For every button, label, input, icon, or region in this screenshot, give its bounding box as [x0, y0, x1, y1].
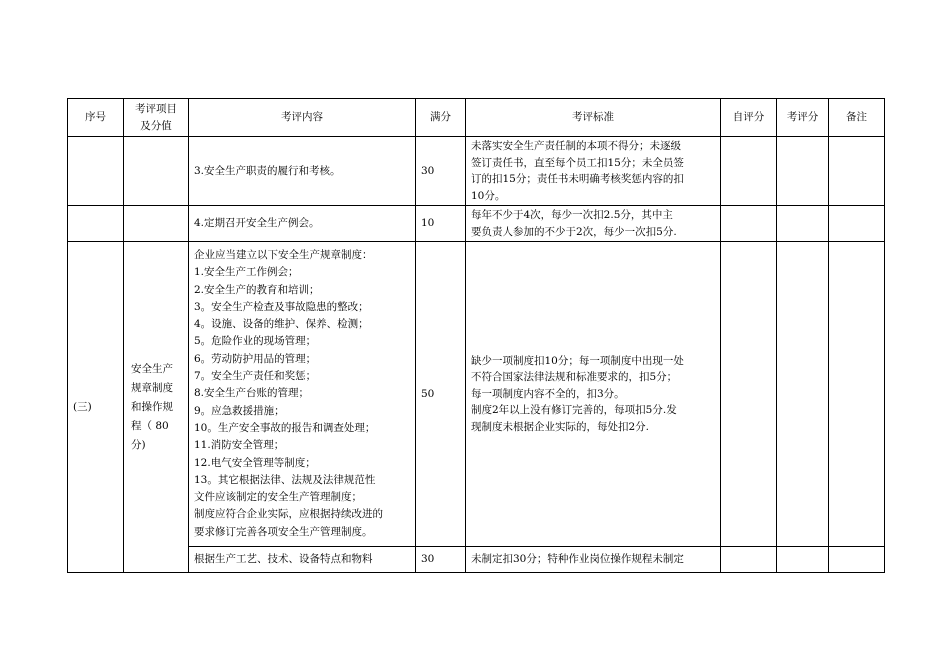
standard-cell: 未落实安全生产责任制的本项不得分；未逐级 签订责任书，直至每个员工扣15分；未全员签 订的扣15分；责任书未明确考核奖惩内容的扣 10分。: [466, 137, 721, 206]
eval-score-cell: [777, 547, 829, 573]
self-score-cell: [721, 137, 777, 206]
note-cell: [829, 137, 885, 206]
table-row: [68, 137, 885, 206]
full-score-cell: 50: [416, 242, 466, 547]
eval-score-cell: [777, 206, 829, 242]
header-standard: 考评标准: [466, 99, 721, 137]
standard-cell: 未制定扣30分；特种作业岗位操作规程未制定: [466, 547, 721, 573]
seq-cell: (三): [68, 242, 124, 573]
note-cell: [829, 547, 885, 573]
evaluation-table: [67, 98, 885, 573]
content-cell: 3.安全生产职责的履行和考核。: [189, 137, 416, 206]
header-item: 考评项目及分值: [124, 99, 189, 137]
item-cell: [124, 137, 189, 206]
seq-cell: [68, 206, 124, 242]
header-full: 满分: [416, 99, 466, 137]
standard-cell: 缺少一项制度扣10分；每一项制度中出现一处 不符合国家法律法规和标准要求的，扣5分； 每一项制度内容不全的，扣3分。 制度2年以上没有修订完善的，每项扣5分.发 现制度未根据企业实际的，每处扣2分.: [466, 242, 721, 547]
header-seq: 序号: [68, 99, 124, 137]
content-cell: 根据生产工艺、技术、设备特点和物料: [189, 547, 416, 573]
content-cell: 4.定期召开安全生产例会。: [189, 206, 416, 242]
note-cell: [829, 206, 885, 242]
full-score-cell: 30: [416, 547, 466, 573]
item-cell: 安全生产 规章制度 和操作规 程（ 80 分): [124, 242, 189, 573]
header-eval-score: 考评分: [777, 99, 829, 137]
full-score-cell: 10: [416, 206, 466, 242]
self-score-cell: [721, 547, 777, 573]
self-score-cell: [721, 242, 777, 547]
eval-score-cell: [777, 242, 829, 547]
standard-cell: 每年不少于4次，每少一次扣2.5分，其中主 要负责人参加的不少于2次，每少一次扣5分.: [466, 206, 721, 242]
seq-cell: [68, 137, 124, 206]
table-row: [68, 206, 885, 242]
table-row: [68, 547, 885, 573]
table-row: [68, 242, 885, 547]
content-cell: 企业应当建立以下安全生产规章制度： 1.安全生产工作例会； 2.安全生产的教育和培训； 3。安全生产检查及事故隐患的整改； 4。设施、设备的维护、保养、检测； 5。危险作业的现场管理； 6。劳动防护用品的管理； 7。安全生产责任和奖惩； 8.安全生产台账的管理； 9。应急救援措施； 10。生产安全事故的报告和调查处理； 11.消防安全管理； 12.电气安全管理等制度； 13。其它根据法律、法规及法律规范性 文件应该制定的安全生产管理制度； 制度应符合企业实际，应根据持续改进的 要求修订完善各项安全生产管理制度。: [189, 242, 416, 547]
self-score-cell: [721, 206, 777, 242]
eval-score-cell: [777, 137, 829, 206]
header-self-score: 自评分: [721, 99, 777, 137]
item-cell: [124, 206, 189, 242]
header-row: [68, 99, 885, 137]
full-score-cell: 30: [416, 137, 466, 206]
header-content: 考评内容: [189, 99, 416, 137]
note-cell: [829, 242, 885, 547]
header-note: 备注: [829, 99, 885, 137]
